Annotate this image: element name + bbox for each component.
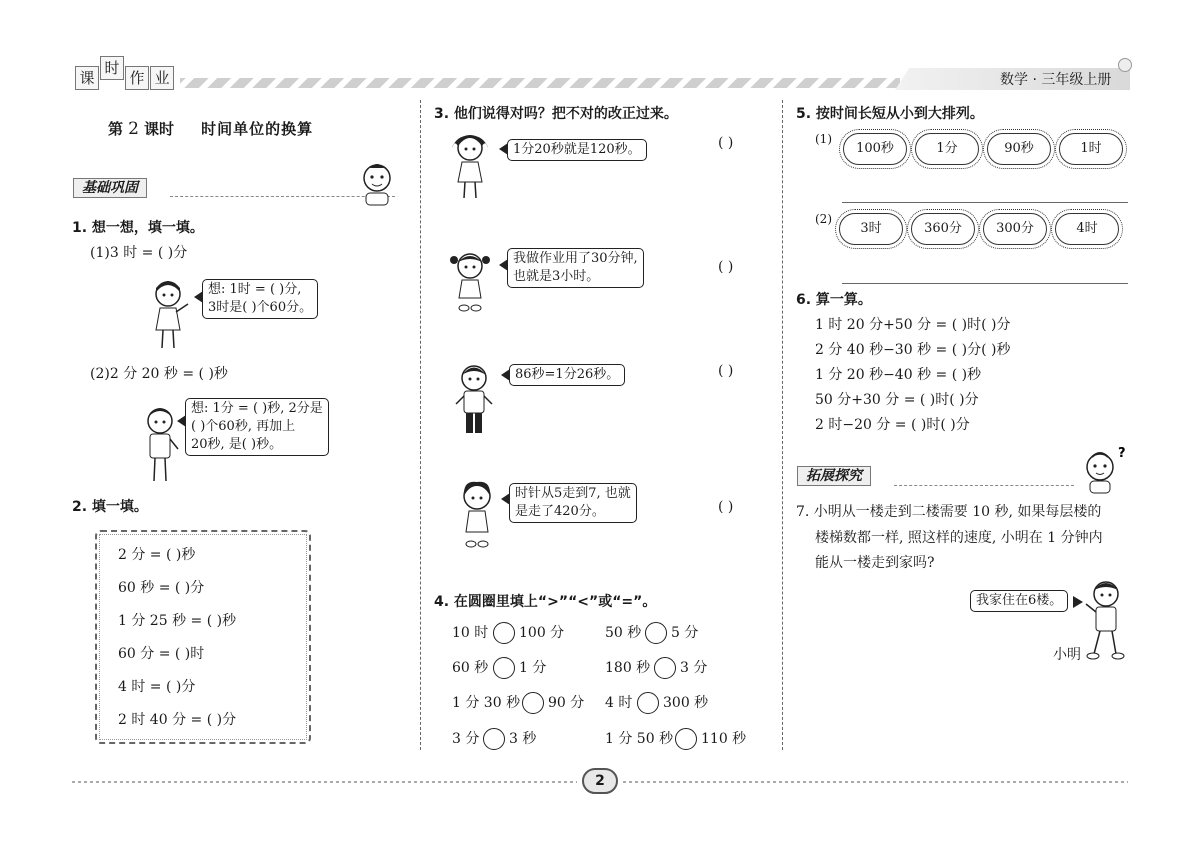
header-subject: 数学 · 三年级上册 xyxy=(1000,72,1112,88)
q1-title: 1. 想一想，填一填。 xyxy=(72,220,204,236)
header-stripe-band xyxy=(180,78,900,88)
q1-bubble1: 想: 1时 = ( )分, 3时是( )个60分。 xyxy=(202,279,318,319)
q4-r4-left-a: 3 分 xyxy=(452,731,480,747)
q4-r4-left-b: 3 秒 xyxy=(509,731,537,747)
q5-group2-label: (2) xyxy=(815,212,832,226)
q2-item-5: 4 时 = ( )分 xyxy=(118,679,196,695)
q3-answer-4[interactable]: ( ) xyxy=(718,499,734,515)
q4-r2-right-circle[interactable] xyxy=(654,657,676,679)
q5-g2-item-2: 360分 xyxy=(911,213,975,245)
q3-bubble1: 1分20秒就是120秒。 xyxy=(507,139,647,161)
q4-r4-right-circle[interactable] xyxy=(675,728,697,750)
header-char-1: 课 xyxy=(75,66,99,90)
q4-r1-right-b: 5 分 xyxy=(671,625,699,641)
q5-g1-item-2: 1分 xyxy=(915,133,979,165)
q1-part2: (2)2 分 20 秒 = ( )秒 xyxy=(90,366,228,382)
q4-r4-right-b: 110 秒 xyxy=(701,731,747,747)
header-dot-icon xyxy=(1118,58,1132,72)
q6-item-1: 1 时 20 分+50 分 = ( )时( )分 xyxy=(815,317,1011,333)
section-basic-tag: 基础巩固 xyxy=(73,178,147,198)
q7-text-line-3: 能从一楼走到家吗? xyxy=(815,555,935,571)
q4-r2-right-a: 180 秒 xyxy=(605,660,651,676)
q4-r3-left-circle[interactable] xyxy=(522,692,544,714)
q2-item-3: 1 分 25 秒 = ( )秒 xyxy=(118,613,237,629)
q3-bubble2: 我做作业用了30分钟, 也就是3小时。 xyxy=(507,248,644,288)
q2-item-4: 60 分 = ( )时 xyxy=(118,646,205,662)
q3-answer-2[interactable]: ( ) xyxy=(718,259,734,275)
q4-r1-right-circle[interactable] xyxy=(645,622,667,644)
q4-r2-left-b: 1 分 xyxy=(519,660,547,676)
section-extend-line xyxy=(894,485,1074,486)
q7-text-line-2: 楼梯数都一样, 照这样的速度, 小明在 1 分钟内 xyxy=(815,530,1103,546)
q4-r1-left-b: 100 分 xyxy=(519,625,565,641)
q5-answer-line-1 xyxy=(842,202,1128,203)
q4-r3-right-a: 4 时 xyxy=(605,695,633,711)
q6-item-4: 50 分+30 分 = ( )时( )分 xyxy=(815,392,979,408)
q5-g1-item-3: 90秒 xyxy=(987,133,1051,165)
q7-name: 小明 xyxy=(1053,647,1081,663)
q6-item-5: 2 时−20 分 = ( )时( )分 xyxy=(815,417,970,433)
column-divider-1 xyxy=(420,100,421,750)
q6-item-2: 2 分 40 秒−30 秒 = ( )分( )秒 xyxy=(815,342,1011,358)
q5-g1-item-4: 1时 xyxy=(1059,133,1123,165)
q2-title: 2. 填一填。 xyxy=(72,499,148,515)
q5-g2-item-3: 300分 xyxy=(983,213,1047,245)
q4-r1-right-a: 50 秒 xyxy=(605,625,642,641)
q4-r3-right-b: 300 秒 xyxy=(663,695,709,711)
q5-title: 5. 按时间长短从小到大排列。 xyxy=(796,106,984,122)
q5-g2-item-4: 4时 xyxy=(1055,213,1119,245)
svg-text:?: ? xyxy=(1118,446,1126,461)
q2-box-inner xyxy=(99,534,307,740)
q4-r4-right-a: 1 分 50 秒 xyxy=(605,731,674,747)
girl-4-icon xyxy=(455,480,499,556)
q4-r2-right-b: 3 分 xyxy=(680,660,708,676)
q3-bubble3: 86秒=1分26秒。 xyxy=(509,364,625,386)
q5-group1-label: (1) xyxy=(815,132,832,146)
page-number: 2 xyxy=(582,768,618,794)
q6-item-3: 1 分 20 秒−40 秒 = ( )秒 xyxy=(815,367,982,383)
q5-g2-item-1: 3时 xyxy=(839,213,903,245)
q4-r3-left-b: 90 分 xyxy=(548,695,585,711)
girl-3-icon xyxy=(448,250,492,316)
header-char-2: 时 xyxy=(100,56,124,80)
q7-bubble-tail xyxy=(1073,596,1083,608)
header-char-3: 作 xyxy=(125,66,149,90)
q6-title: 6. 算一算。 xyxy=(796,292,872,308)
xiaoming-icon xyxy=(1084,578,1130,662)
header-char-4: 业 xyxy=(150,66,174,90)
q4-r3-left-a: 1 分 30 秒 xyxy=(452,695,521,711)
footer-line-left xyxy=(72,781,577,783)
boy-2-icon xyxy=(452,362,496,438)
q4-r4-left-circle[interactable] xyxy=(483,728,505,750)
q4-title: 4. 在圆圈里填上“>”“<”或“=”。 xyxy=(434,594,657,610)
q2-item-2: 60 秒 = ( )分 xyxy=(118,580,205,596)
q5-answer-line-2 xyxy=(842,283,1128,284)
q5-g1-item-1: 100秒 xyxy=(843,133,907,165)
mascot-boy-icon xyxy=(356,160,398,208)
lesson-title: 第 2 课时 时间单位的换算 xyxy=(108,119,314,139)
column-divider-2 xyxy=(782,100,783,750)
q3-bubble4: 时针从5走到7, 也就 是走了420分。 xyxy=(509,483,637,523)
girl-2-icon xyxy=(448,132,492,204)
girl-1-icon xyxy=(148,278,190,354)
boy-1-icon xyxy=(140,405,182,487)
q3-answer-3[interactable]: ( ) xyxy=(718,363,734,379)
q4-r3-right-circle[interactable] xyxy=(637,692,659,714)
q4-r2-left-a: 60 秒 xyxy=(452,660,489,676)
q2-item-1: 2 分 = ( )秒 xyxy=(118,547,196,563)
mascot-thinking-icon xyxy=(1080,445,1130,495)
q7-text-line-1: 7. 小明从一楼走到二楼需要 10 秒, 如果每层楼的 xyxy=(796,504,1102,520)
q2-item-6: 2 时 40 分 = ( )分 xyxy=(118,712,237,728)
q4-r2-left-circle[interactable] xyxy=(493,657,515,679)
q3-answer-1[interactable]: ( ) xyxy=(718,135,734,151)
footer-line-right xyxy=(623,781,1128,783)
section-extend-tag: 拓展探究 xyxy=(797,466,871,486)
q3-title: 3. 他们说得对吗？把不对的改正过来。 xyxy=(434,106,678,122)
q4-r1-left-a: 10 时 xyxy=(452,625,489,641)
q1-bubble2: 想: 1分 = ( )秒, 2分是 ( )个60秒, 再加上 20秒, 是( )秒。 xyxy=(185,398,329,456)
q4-r1-left-circle[interactable] xyxy=(493,622,515,644)
q7-bubble: 我家住在6楼。 xyxy=(970,590,1068,612)
q1-part1: (1)3 时 = ( )分 xyxy=(90,245,188,261)
